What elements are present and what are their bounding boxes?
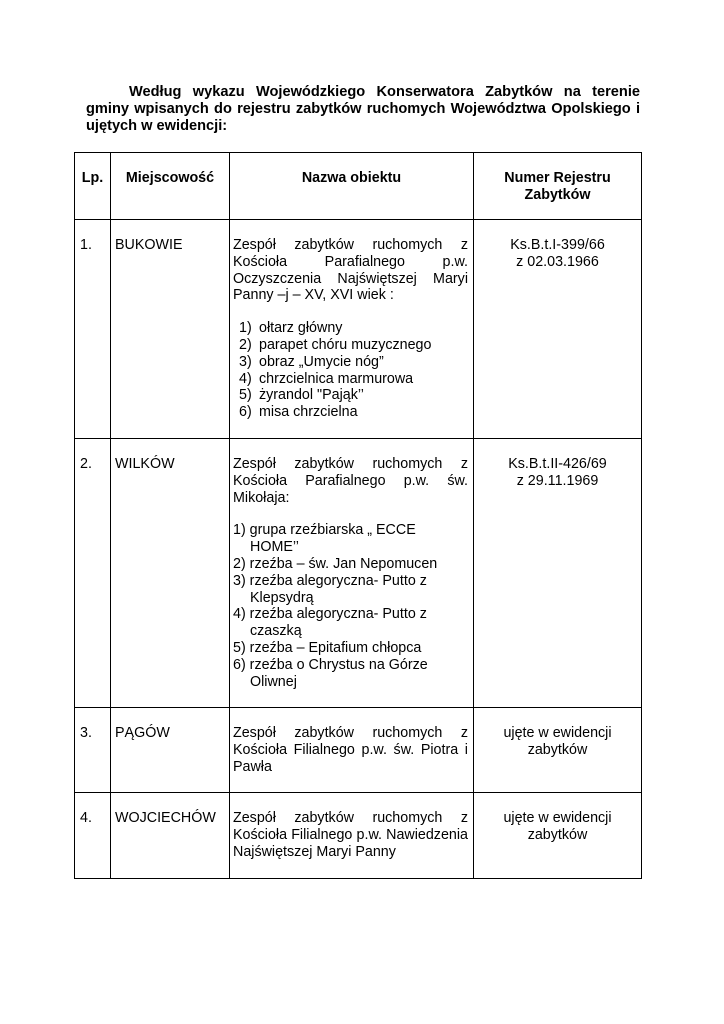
list-item: 4) rzeźba alegoryczna- Putto z czaszką [233,606,427,640]
register-status-suffix: zabytków [527,741,588,758]
table-header-row [75,153,642,220]
table-row [75,708,642,793]
list-item: 1) grupa rzeźbiarska „ ECCE HOME’’ [233,522,416,556]
town-name: WILKÓW [111,439,230,708]
town-name: WOJCIECHÓW [111,793,230,879]
register-date: z 29.11.1969 [516,472,599,489]
register-status-suffix: zabytków [527,826,588,843]
object-cell [230,793,474,879]
object-title: Zespół zabytków ruchomych z Kościoła Parafialnego p.w. św. Mikołaja: [233,456,468,506]
list-item: 6) rzeźba o Chrystus na Górze Oliwnej [233,656,428,690]
town-name: PĄGÓW [111,708,230,793]
header-lp: Lp. [75,153,111,220]
town-name: BUKOWIE [111,220,230,439]
monuments-register-table [74,152,642,879]
header-nazwa-obiektu: Nazwa obiektu [230,153,474,220]
row-number: 1. [75,220,111,439]
register-date: z 02.03.1966 [516,253,599,270]
list-item: 2) rzeźba – św. Jan Nepomucen [233,555,438,572]
header-numer-rejestru: Numer Rejestru Zabytków [474,153,642,220]
list-item: 4) chrzcielnica marmurowa [239,370,414,387]
list-item: 6) misa chrzcielna [239,404,358,421]
list-item: 3) obraz „Umycie nóg” [239,353,384,370]
register-number: Ks.B.t.I-399/66 [510,237,605,253]
list-item: 2) parapet chóru muzycznego [239,336,432,353]
object-title: Zespół zabytków ruchomych z Kościoła Filialnego p.w. św. Piotra i Pawła [233,725,468,775]
list-item: 1) ołtarz główny [239,320,343,337]
header-miejscowosc: Miejscowość [111,153,230,220]
register-number-cell [474,708,642,793]
table-row [75,793,642,879]
list-item: 5) żyrandol "Pająk’’ [239,387,364,404]
register-status: ujęte w ewidencji [503,725,612,741]
intro-paragraph: Według wykazu Wojewódzkiego Konserwatora Zabytków na terenie gminy wpisanych do rejestru zabytków ruchomych Województwa Opolskiego i ujętych w ewidencji: [86,84,640,134]
object-cell [230,708,474,793]
object-items-list [233,522,468,690]
register-status: ujęte w ewidencji [503,810,612,826]
object-title: Zespół zabytków ruchomych z Kościoła Filialnego p.w. Nawiedzenia Najświętszej Maryi Panny [233,810,468,860]
object-title: Zespół zabytków ruchomych z Kościoła Parafialnego p.w. Oczyszczenia Najświętszej Maryi Panny –j – XV, XVI wiek : [233,237,468,304]
register-number-cell [474,793,642,879]
list-item: 5) rzeźba – Epitafium chłopca [233,639,422,656]
register-number-cell [474,439,642,708]
row-number: 4. [75,793,111,879]
register-number: Ks.B.t.II-426/69 [508,456,607,472]
row-number: 3. [75,708,111,793]
table-row [75,220,642,439]
list-item: 3) rzeźba alegoryczna- Putto z Klepsydrą [233,572,427,606]
object-items-list [233,320,468,421]
row-number: 2. [75,439,111,708]
table-row [75,439,642,708]
register-number-cell [474,220,642,439]
object-cell [230,220,474,439]
object-cell [230,439,474,708]
